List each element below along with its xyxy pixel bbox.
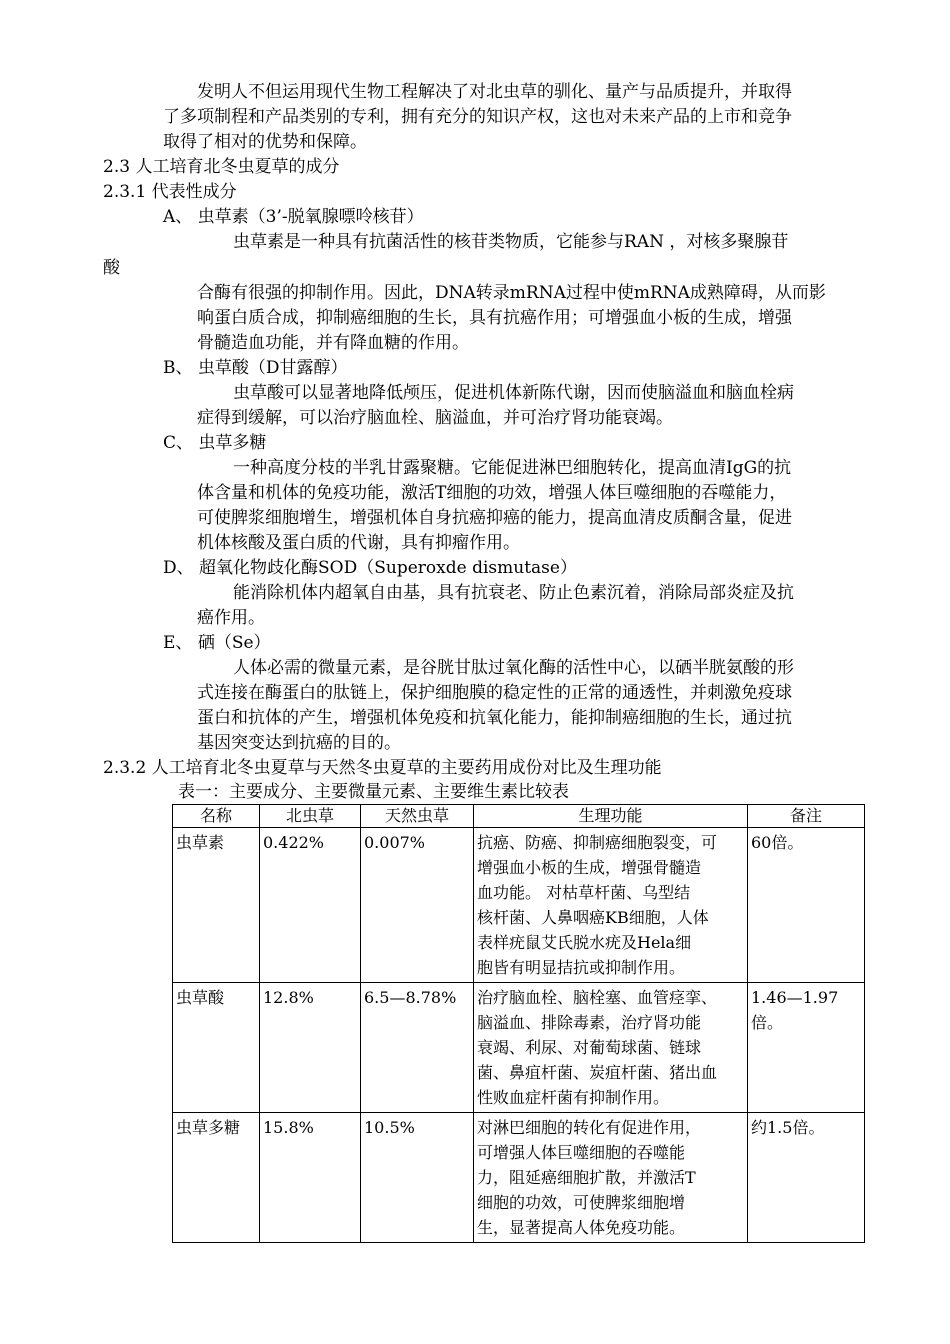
function-line: 脑溢血、排除毒素，治疗肾功能	[477, 1013, 702, 1032]
table-row	[173, 983, 865, 1113]
item-a-line-3: 合酶有很强的抑制作用。因此，DNA转录mRNA过程中使mRNA成熟障碍，从而影	[197, 283, 826, 303]
cell-tian: 0.007%	[361, 828, 474, 983]
item-a-line-2: 酸	[103, 258, 120, 278]
function-line: 血功能。 对枯草杆菌、乌型结	[477, 883, 691, 902]
item-d-line-2: 癌作用。	[197, 608, 265, 628]
header-tian: 天然虫草	[361, 805, 474, 828]
item-c-title: C、 虫草多糖	[163, 433, 267, 453]
section-heading-2-3: 2.3 人工培育北冬虫夏草的成分	[103, 157, 340, 177]
note-line: 约1.5倍。	[751, 1118, 825, 1137]
item-d-line-1: 能消除机体内超氧自由基，具有抗衰老、防止色素沉着，消除局部炎症及抗	[233, 583, 794, 603]
item-e-line-1: 人体必需的微量元素，是谷胱甘肽过氧化酶的活性中心，以硒半胱氨酸的形	[233, 658, 794, 678]
item-d-title: D、 超氧化物歧化酶SOD（Superoxde dismutase）	[163, 558, 577, 578]
cell-function	[474, 828, 748, 983]
function-line: 对淋巴细胞的转化有促进作用，	[477, 1118, 702, 1137]
header-function: 生理功能	[474, 805, 748, 828]
function-line: 力，阻延癌细胞扩散，并激活T	[477, 1168, 696, 1187]
function-line: 增强血小板的生成，增强骨髓造	[477, 858, 702, 877]
note-line: 倍。	[751, 1013, 784, 1032]
intro-line-1: 发明人不但运用现代生物工程解决了对北虫草的驯化、量产与品质提升，并取得	[197, 82, 792, 102]
function-line: 表样疣鼠艾氏脱水疣及Hela细	[477, 933, 692, 952]
cell-tian: 6.5—8.78%	[361, 983, 474, 1113]
item-e-line-3: 蛋白和抗体的产生，增强机体免疫和抗氧化能力，能抑制癌细胞的生长，通过抗	[197, 708, 792, 728]
function-line: 胞皆有明显拮抗或抑制作用。	[477, 958, 686, 977]
function-line: 衰竭、利尿、对葡萄球菌、链球	[477, 1038, 702, 1057]
item-e-line-2: 式连接在酶蛋白的肽链上，保护细胞膜的稳定性的正常的通透性，并刺激免疫球	[197, 683, 792, 703]
item-a-line-1: 虫草素是一种具有抗菌活性的核苷类物质，它能参与RAN ，对核多聚腺苷	[233, 232, 789, 252]
table-row	[173, 1113, 865, 1243]
function-line: 性败血症杆菌有抑制作用。	[477, 1088, 670, 1107]
cell-note	[748, 983, 865, 1113]
function-line: 菌、鼻疽杆菌、炭疽杆菌、猪出血	[477, 1063, 718, 1082]
function-line: 细胞的功效，可使脾浆细胞增	[477, 1193, 686, 1212]
item-a-line-5: 骨髓造血功能，并有降血糖的作用。	[197, 333, 469, 353]
note-line: 1.46—1.97	[751, 988, 839, 1007]
table-header-row	[173, 805, 865, 828]
cell-function	[474, 983, 748, 1113]
item-b-line-2: 症得到缓解，可以治疗脑血栓、脑溢血，并可治疗肾功能衰竭。	[197, 408, 673, 428]
cell-bei: 12.8%	[260, 983, 361, 1113]
function-line: 核杆菌、人鼻咽癌KB细胞，人体	[477, 908, 709, 927]
note-line: 60倍。	[751, 833, 804, 852]
cell-name: 虫草酸	[173, 983, 260, 1113]
item-e-line-4: 基因突变达到抗癌的目的。	[197, 733, 401, 753]
table-row	[173, 828, 865, 983]
cell-bei: 0.422%	[260, 828, 361, 983]
header-name: 名称	[173, 805, 260, 828]
cell-note	[748, 1113, 865, 1243]
item-c-line-1: 一种高度分枝的半乳甘露聚糖。它能促进淋巴细胞转化，提高血清IgG的抗	[233, 458, 792, 478]
function-line: 生，显著提高人体免疫功能。	[477, 1218, 686, 1237]
function-line: 抗癌、防癌、抑制癌细胞裂变，可	[477, 833, 718, 852]
cell-bei: 15.8%	[260, 1113, 361, 1243]
item-a-title: A、 虫草素（3’-脱氧腺嘌呤核苷）	[163, 207, 424, 227]
cell-function	[474, 1113, 748, 1243]
item-c-line-2: 体含量和机体的免疫功能，激活T细胞的功效，增强人体巨噬细胞的吞噬能力，	[197, 483, 787, 503]
function-line: 可增强人体巨噬细胞的吞噬能	[477, 1143, 686, 1162]
header-note: 备注	[748, 805, 865, 828]
table-caption: 表一：主要成分、主要微量元素、主要维生素比较表	[178, 782, 569, 802]
cell-name: 虫草素	[173, 828, 260, 983]
section-heading-2-3-2: 2.3.2 人工培育北冬虫夏草与天然冬虫夏草的主要药用成份对比及生理功能	[103, 758, 662, 778]
item-c-line-4: 机体核酸及蛋白质的代谢，具有抑瘤作用。	[197, 533, 520, 553]
cell-tian: 10.5%	[361, 1113, 474, 1243]
item-b-line-1: 虫草酸可以显著地降低颅压，促进机体新陈代谢，因而使脑溢血和脑血栓病	[233, 383, 794, 403]
item-e-title: E、 硒（Se）	[163, 633, 271, 653]
header-bei: 北虫草	[260, 805, 361, 828]
function-line: 治疗脑血栓、脑栓塞、血管痉挛、	[477, 988, 718, 1007]
cell-note	[748, 828, 865, 983]
cell-name: 虫草多糖	[173, 1113, 260, 1243]
section-heading-2-3-1: 2.3.1 代表性成分	[103, 182, 237, 202]
intro-line-2: 了多项制程和产品类别的专利，拥有充分的知识产权，这也对未来产品的上市和竞争	[163, 107, 792, 127]
item-c-line-3: 可使脾浆细胞增生，增强机体自身抗癌抑癌的能力，提高血清皮质酮含量，促进	[197, 508, 792, 528]
comparison-table	[172, 804, 865, 1243]
intro-line-3: 取得了相对的优势和保障。	[163, 132, 367, 152]
item-b-title: B、 虫草酸（D甘露醇）	[163, 358, 348, 378]
item-a-line-4: 响蛋白质合成，抑制癌细胞的生长，具有抗癌作用；可增强血小板的生成，增强	[197, 308, 792, 328]
